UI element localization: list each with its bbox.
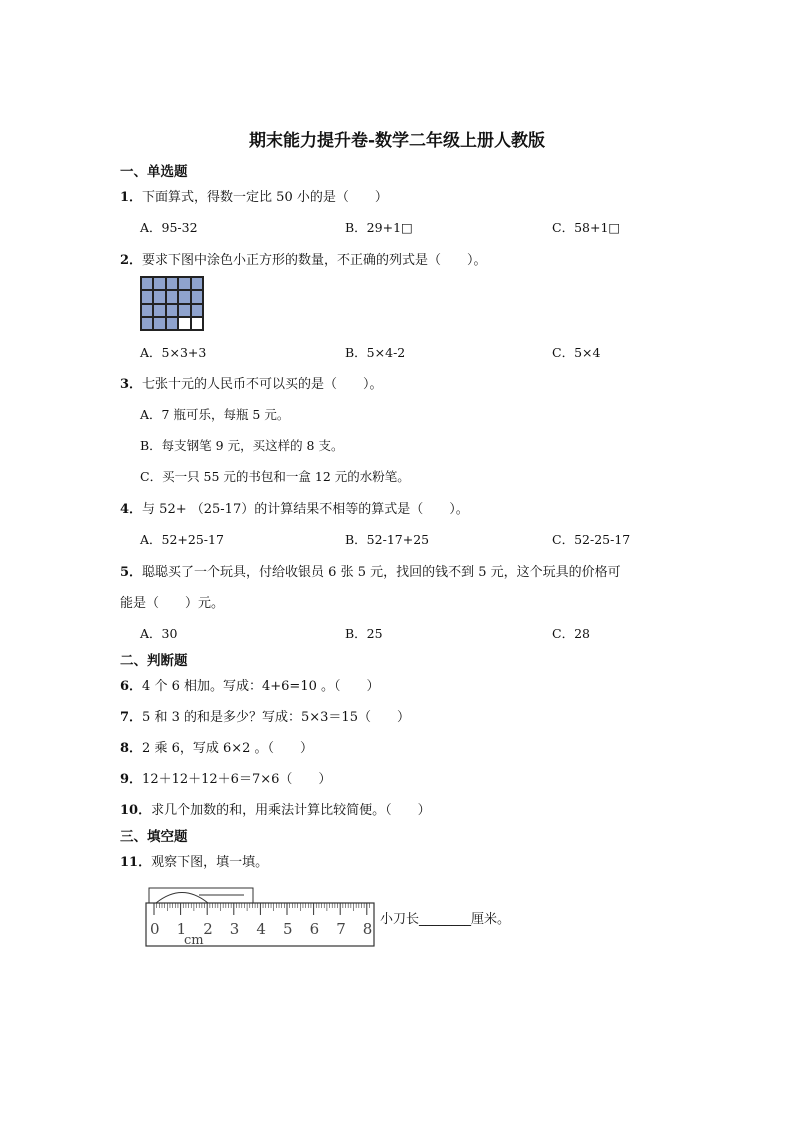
question-text: 聪聪买了一个玩具，付给收银员 6 张 5 元，找回的钱不到 5 元，这个玩具的价格可 [142, 565, 621, 580]
question-text: 要求下图中涂色小正方形的数量，不正确的列式是（ ）。 [142, 253, 487, 268]
question-text: 与 52+ （25-17）的计算结果不相等的算式是（ ）。 [142, 502, 469, 517]
shaded-square [141, 290, 153, 303]
shaded-square [178, 304, 190, 317]
shaded-square [153, 317, 165, 330]
shaded-square [141, 304, 153, 317]
question-number: 5． [120, 565, 143, 580]
question-number: 3． [120, 377, 143, 392]
shaded-square [166, 317, 178, 330]
question-number: 2． [120, 253, 143, 268]
question-9 [120, 768, 331, 787]
ruler-tick-label: 2 [203, 920, 213, 938]
ruler-tick-label: 6 [309, 920, 320, 938]
question-text: 5 和 3 的和是多少？写成：5×3＝15（ ） [142, 710, 410, 725]
question-text: 观察下图，填一填。 [151, 855, 269, 870]
shaded-square [178, 290, 190, 303]
ruler-tick-label: 8 [362, 920, 373, 938]
question-text: 2 乘 6，写成 6×2 。（ ） [142, 741, 314, 756]
q3-option-b: B．每支钢笔 9 元，买这样的 8 支。 [140, 438, 344, 453]
shaded-square [153, 277, 165, 290]
shaded-square [178, 277, 190, 290]
ruler-tick-label: 3 [229, 920, 240, 938]
shaded-square [166, 277, 178, 290]
question-number: 11． [120, 855, 152, 870]
ruler-with-knife-figure [144, 886, 376, 948]
shaded-square [191, 290, 203, 303]
question-text: 求几个加数的和，用乘法计算比较简便。（ ） [151, 803, 431, 818]
shaded-square [153, 304, 165, 317]
question-5 [120, 561, 621, 580]
q4-option-c: C．52-25-17 [552, 532, 631, 547]
ruler-tick-label: 1 [176, 920, 187, 938]
question-7 [120, 706, 410, 725]
q5-option-c: C．28 [552, 626, 590, 641]
question-2 [120, 249, 487, 268]
question-text: 4 个 6 相加。写成：4+6=10 。（ ） [142, 679, 380, 694]
shaded-square [153, 290, 165, 303]
question-1 [120, 186, 388, 205]
q5-option-a: A．30 [140, 626, 178, 641]
question-6 [120, 675, 380, 694]
question-text: 12＋12＋12＋6＝7×6（ ） [142, 772, 332, 787]
q4-option-b: B．52-17+25 [345, 532, 430, 547]
question-8 [120, 737, 313, 756]
section-heading-single-choice: 一、单选题 [120, 164, 188, 180]
question-5-continued: 能是（ ）元。 [120, 596, 225, 611]
question-11 [120, 851, 268, 870]
question-number: 4． [120, 502, 143, 517]
section-heading-fill-blank: 三、填空题 [120, 829, 188, 845]
q5-option-b: B．25 [345, 626, 383, 641]
question-10 [120, 799, 431, 818]
q3-option-a: A．7 瓶可乐，每瓶 5 元。 [140, 407, 290, 422]
q4-option-a: A．52+25-17 [140, 532, 224, 547]
q2-option-b: B．5×4-2 [345, 345, 406, 360]
ruler-tick-label: 5 [283, 920, 293, 938]
shaded-square [141, 277, 153, 290]
ruler-tick-label: 0 [150, 920, 160, 938]
section-heading-true-false: 二、判断题 [120, 653, 188, 669]
ruler-tick-label: 7 [336, 920, 346, 938]
shaded-square [191, 277, 203, 290]
question-number: 8． [120, 741, 143, 756]
question-number: 6． [120, 679, 143, 694]
q1-option-c: C．58+1□ [552, 220, 621, 235]
question-4 [120, 498, 469, 517]
shaded-square-grid [140, 276, 204, 331]
question-text: 七张十元的人民币不可以买的是（ ）。 [142, 377, 383, 392]
q2-option-a: A．5×3+3 [140, 345, 207, 360]
shaded-square [166, 304, 178, 317]
question-text: 下面算式，得数一定比 50 小的是（ ） [142, 190, 388, 205]
shaded-square [141, 317, 153, 330]
question-3 [120, 373, 383, 392]
question-number: 1． [120, 190, 143, 205]
q1-option-a: A．95-32 [140, 220, 198, 235]
ruler-svg [144, 886, 376, 948]
shaded-square [191, 304, 203, 317]
ruler-tick-label: 4 [256, 920, 266, 938]
q11-answer-line: 小刀长________厘米。 [380, 912, 511, 927]
shaded-square [166, 290, 178, 303]
unshaded-square [191, 317, 203, 330]
question-number: 9． [120, 772, 143, 787]
page-title: 期末能力提升卷-数学二年级上册人教版 [248, 131, 546, 151]
q3-option-c: C．买一只 55 元的书包和一盒 12 元的水粉笔。 [140, 469, 410, 484]
question-number: 10． [120, 803, 152, 818]
ruler-unit-label: cm [184, 933, 204, 948]
q2-option-c: C．5×4 [552, 345, 601, 360]
unshaded-square [178, 317, 190, 330]
q1-option-b: B．29+1□ [345, 220, 413, 235]
question-number: 7． [120, 710, 143, 725]
